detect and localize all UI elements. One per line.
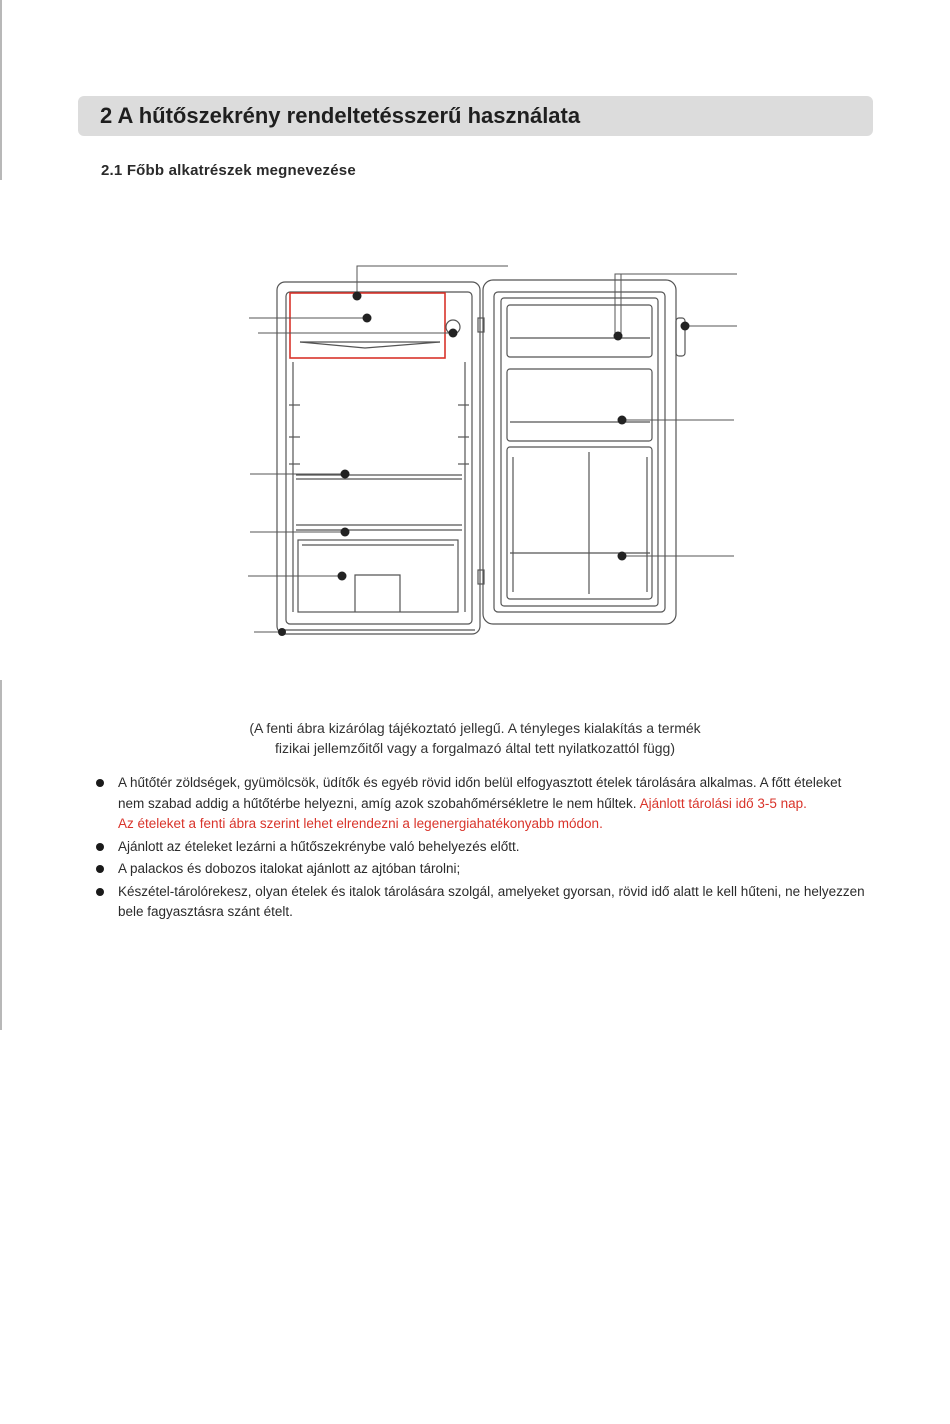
bullet-text: A hűtőtér zöldségek, gyümölcsök, üdítők és egyéb rövid időn belül elfogyasztott ételek tárolására alkalmas. A főtt ételeket nem szabad addig a hűtőtérbe helyezni, amíg azok szobahőmérsékletre le nem hűltek.: [118, 775, 842, 811]
bullet-text: A palackos és dobozos italokat ajánlott az ajtóban tárolni;: [118, 861, 461, 876]
list-item: [96, 773, 866, 835]
freezer-compartment: [290, 293, 460, 358]
bullet-icon: [96, 865, 104, 873]
list-item: [96, 837, 866, 858]
subsection-title: 2.1 Főbb alkatrészek megnevezése: [101, 162, 356, 179]
usage-notes-list: [96, 773, 866, 925]
caption-line: (A fenti ábra kizárólag tájékoztató jellegű. A tényleges kialakítás a termék: [249, 720, 701, 736]
bullet-text: Ajánlott az ételeket lezárni a hűtőszekrénybe való behelyezés előtt.: [118, 838, 520, 854]
fridge-parts-diagram: [0, 0, 950, 700]
bullet-icon: [96, 779, 104, 787]
door-balconies: [507, 305, 652, 599]
bullet-icon: [96, 888, 104, 896]
glass-shelves: [296, 475, 462, 530]
bullet-text: Készétel-tárolórekesz, olyan ételek és italok tárolására szolgál, amelyeket gyorsan, rövid idő alatt le kell hűteni, ne helyezzen bele fagyasztásra szánt ételt.: [118, 883, 865, 919]
list-item: [96, 859, 866, 880]
fridge-door: [478, 280, 685, 624]
leader-lines: [248, 266, 737, 632]
left-margin-rule: [0, 680, 2, 1030]
storage-time-note: Ajánlott tárolási idő 3-5 nap.: [639, 795, 807, 811]
arrangement-note: Az ételeket a fenti ábra szerint lehet elrendezni a legenergiahatékonyabb módon.: [118, 816, 603, 831]
list-item: [96, 882, 866, 923]
bullet-icon: [96, 843, 104, 851]
figure-caption: [160, 718, 790, 758]
section-title: 2 A hűtőszekrény rendeltetésszerű használata: [100, 103, 581, 128]
caption-line: fizikai jellemzőitől vagy a forgalmazó által tett nyilatkozattól függ): [275, 740, 675, 756]
